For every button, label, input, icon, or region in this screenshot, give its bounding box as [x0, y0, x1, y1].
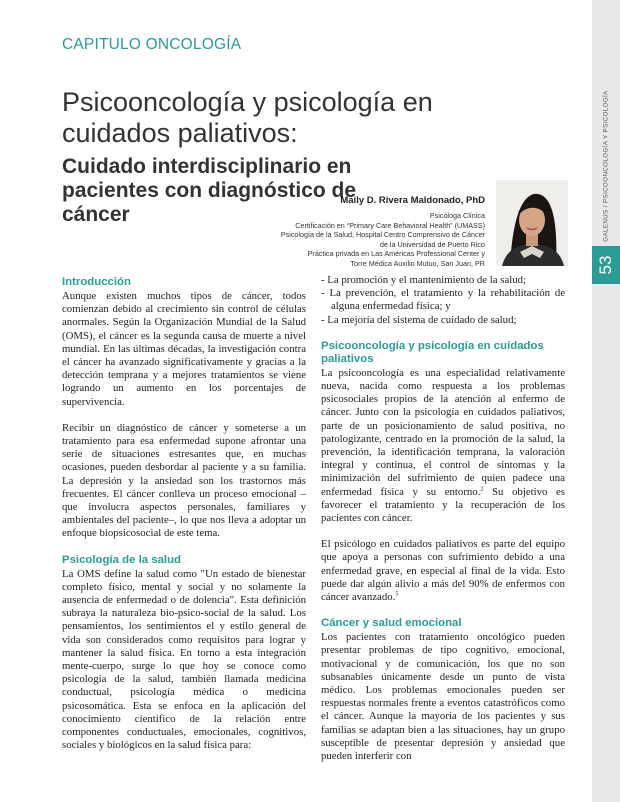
running-head: GALENUS / PSICOONCOLOGÍA Y PSICOLOGÍA [602, 90, 610, 242]
palliative-text: La psicooncología es una especialidad relativamente nueva, nacida como respuesta a los problemas psicosociales propios de la atención al enfermo de cáncer. Junto con la psicología en cuidados paliativos, parte de un posicionamiento de salud positiva, no patologizante, centrado en la promoción de la salud, la prevención, la identificación temprana, la valoración integral y continua, el control de síntomas y la minimización del sufrimiento de quien padece una enfermedad física y su entorno. [321, 366, 565, 498]
intro-paragraph: Recibir un diagnóstico de cáncer y someterse a un tratamiento para esa enfermedad supone afrontar una serie de situaciones estresantes que, en muchas ocasiones, pueden desbordar al paciente y a su familia. La depresión y la ansiedad son los trastornos más frecuentes. El cáncer conlleva un proceso emocional –que involucra aspectos personales, familiares y ambientales del paciente–, lo que nos lleva a adoptar un enfoque biopsicosocial de este tema. [62, 421, 306, 540]
credential-line: Psicóloga Clínica [429, 211, 485, 220]
palliative-paragraph [321, 367, 565, 525]
palliative-paragraph [321, 538, 565, 604]
article-title: Psicooncología y psicología en cuidados paliativos: [62, 87, 433, 148]
list-item: - La mejoría del sistema de cuidado de salud; [321, 314, 565, 327]
page-number: 53 [596, 255, 615, 275]
author-portrait-icon [496, 180, 568, 266]
intro-heading: Introducción [62, 276, 131, 288]
palliative-text-end: Su objetivo es favorecer el tratamiento y la recuperación de los pacientes con cáncer. [321, 485, 566, 525]
credential-line: Práctica privada en Las Américas Professional Center y [307, 249, 485, 259]
author-credentials [281, 211, 485, 269]
credential-line: Certificación en “Primary Care Behavioral Health” (UMASS) [295, 220, 485, 230]
article-subtitle: Cuidado interdisciplinario en pacientes con diagnóstico de cáncer [62, 155, 357, 226]
author-photo [496, 180, 568, 266]
palliative-text: El psicólogo en cuidados paliativos es parte del equipo que apoya a personas con sufrimiento debido a una enfermedad grave, en especial al final de la vida. Esto puede dar algún alivio a más del 90% de enfermos con cáncer avanzado. [321, 538, 565, 604]
list-item: - La prevención, el tratamiento y la rehabilitación de alguna enfermedad física; y [321, 287, 565, 313]
list-item: - La promoción y el mantenimiento de la salud; [321, 274, 565, 287]
intro-paragraph: Aunque existen muchos tipos de cáncer, todos comienzan debido al crecimiento sin control de células anormales. Según la Organización Mundial de la Salud (OMS), el cáncer es la segunda causa de muerte a nivel mundial. En las últimas décadas, la investigación contra el cáncer ha avanzado significativamente y gracias a la detección temprana y a mejores tratamientos se viene logrando un aumento en los porcentajes de supervivencia. [62, 290, 306, 408]
reference-marker: 2 [480, 486, 484, 493]
health-goals-list [321, 274, 565, 327]
credential-line: Torre Médica Auxilio Mutuo, San Juan, PR [350, 258, 485, 268]
chapter-label: CAPITULO ONCOLOGÍA [62, 36, 242, 53]
credential-line: Psicología de la Salud, Hospital Centro Comprensivo de Cáncer [280, 230, 485, 240]
page-number-tab [592, 246, 620, 284]
emotional-health-heading: Cáncer y salud emocional [321, 617, 462, 630]
author-name: Maily D. Rivera Maldonado, PhD [340, 195, 485, 206]
right-column [321, 274, 565, 776]
palliative-heading: Psicooncología y psicología en cuidados paliativos [321, 339, 544, 365]
credential-line: de la Universidad de Puerto Rico [379, 239, 485, 249]
health-psychology-heading: Psicología de la salud [62, 553, 182, 566]
reference-marker: 5 [395, 591, 399, 598]
health-psychology-paragraph: La OMS define la salud como "Un estado de bienestar completo físico, mental y social y no solamente la ausencia de enfermedad o de dolencia". Esta definición subraya la naturaleza bio-psico-social de la salud. Los pensamientos, los sentimientos el y estilo general de vida son considerados como requisitos para lograr y mantener la salud física. En torno a esta integración mente-cuerpo, surge lo que hoy se conoce como psicología de la salud, también llamada medicina conductual, psicología médica o medicina psicosomática. Esta se enfoca en la aplicación del conocimiento científico de la relación entre componentes conductuales, emocionales, cognitivos, sociales y biológicos en la salud física para: [62, 567, 306, 752]
left-column [62, 276, 306, 766]
emotional-health-paragraph: Los pacientes con tratamiento oncológico pueden presentar problemas de tipo cognitivo, emocional, motivacional y de comunicación, los que no son subsanables únicamente desde un punto de vista médico. Los problemas emocionales pueden ser respuestas normales frente a eventos catastróficos como el cáncer. Aunque la mayoría de los pacientes y sus familias se adaptan bien a las situaciones, hay un grupo susceptible de presentar depresión y ansiedad que pueden interferir con [321, 631, 565, 763]
